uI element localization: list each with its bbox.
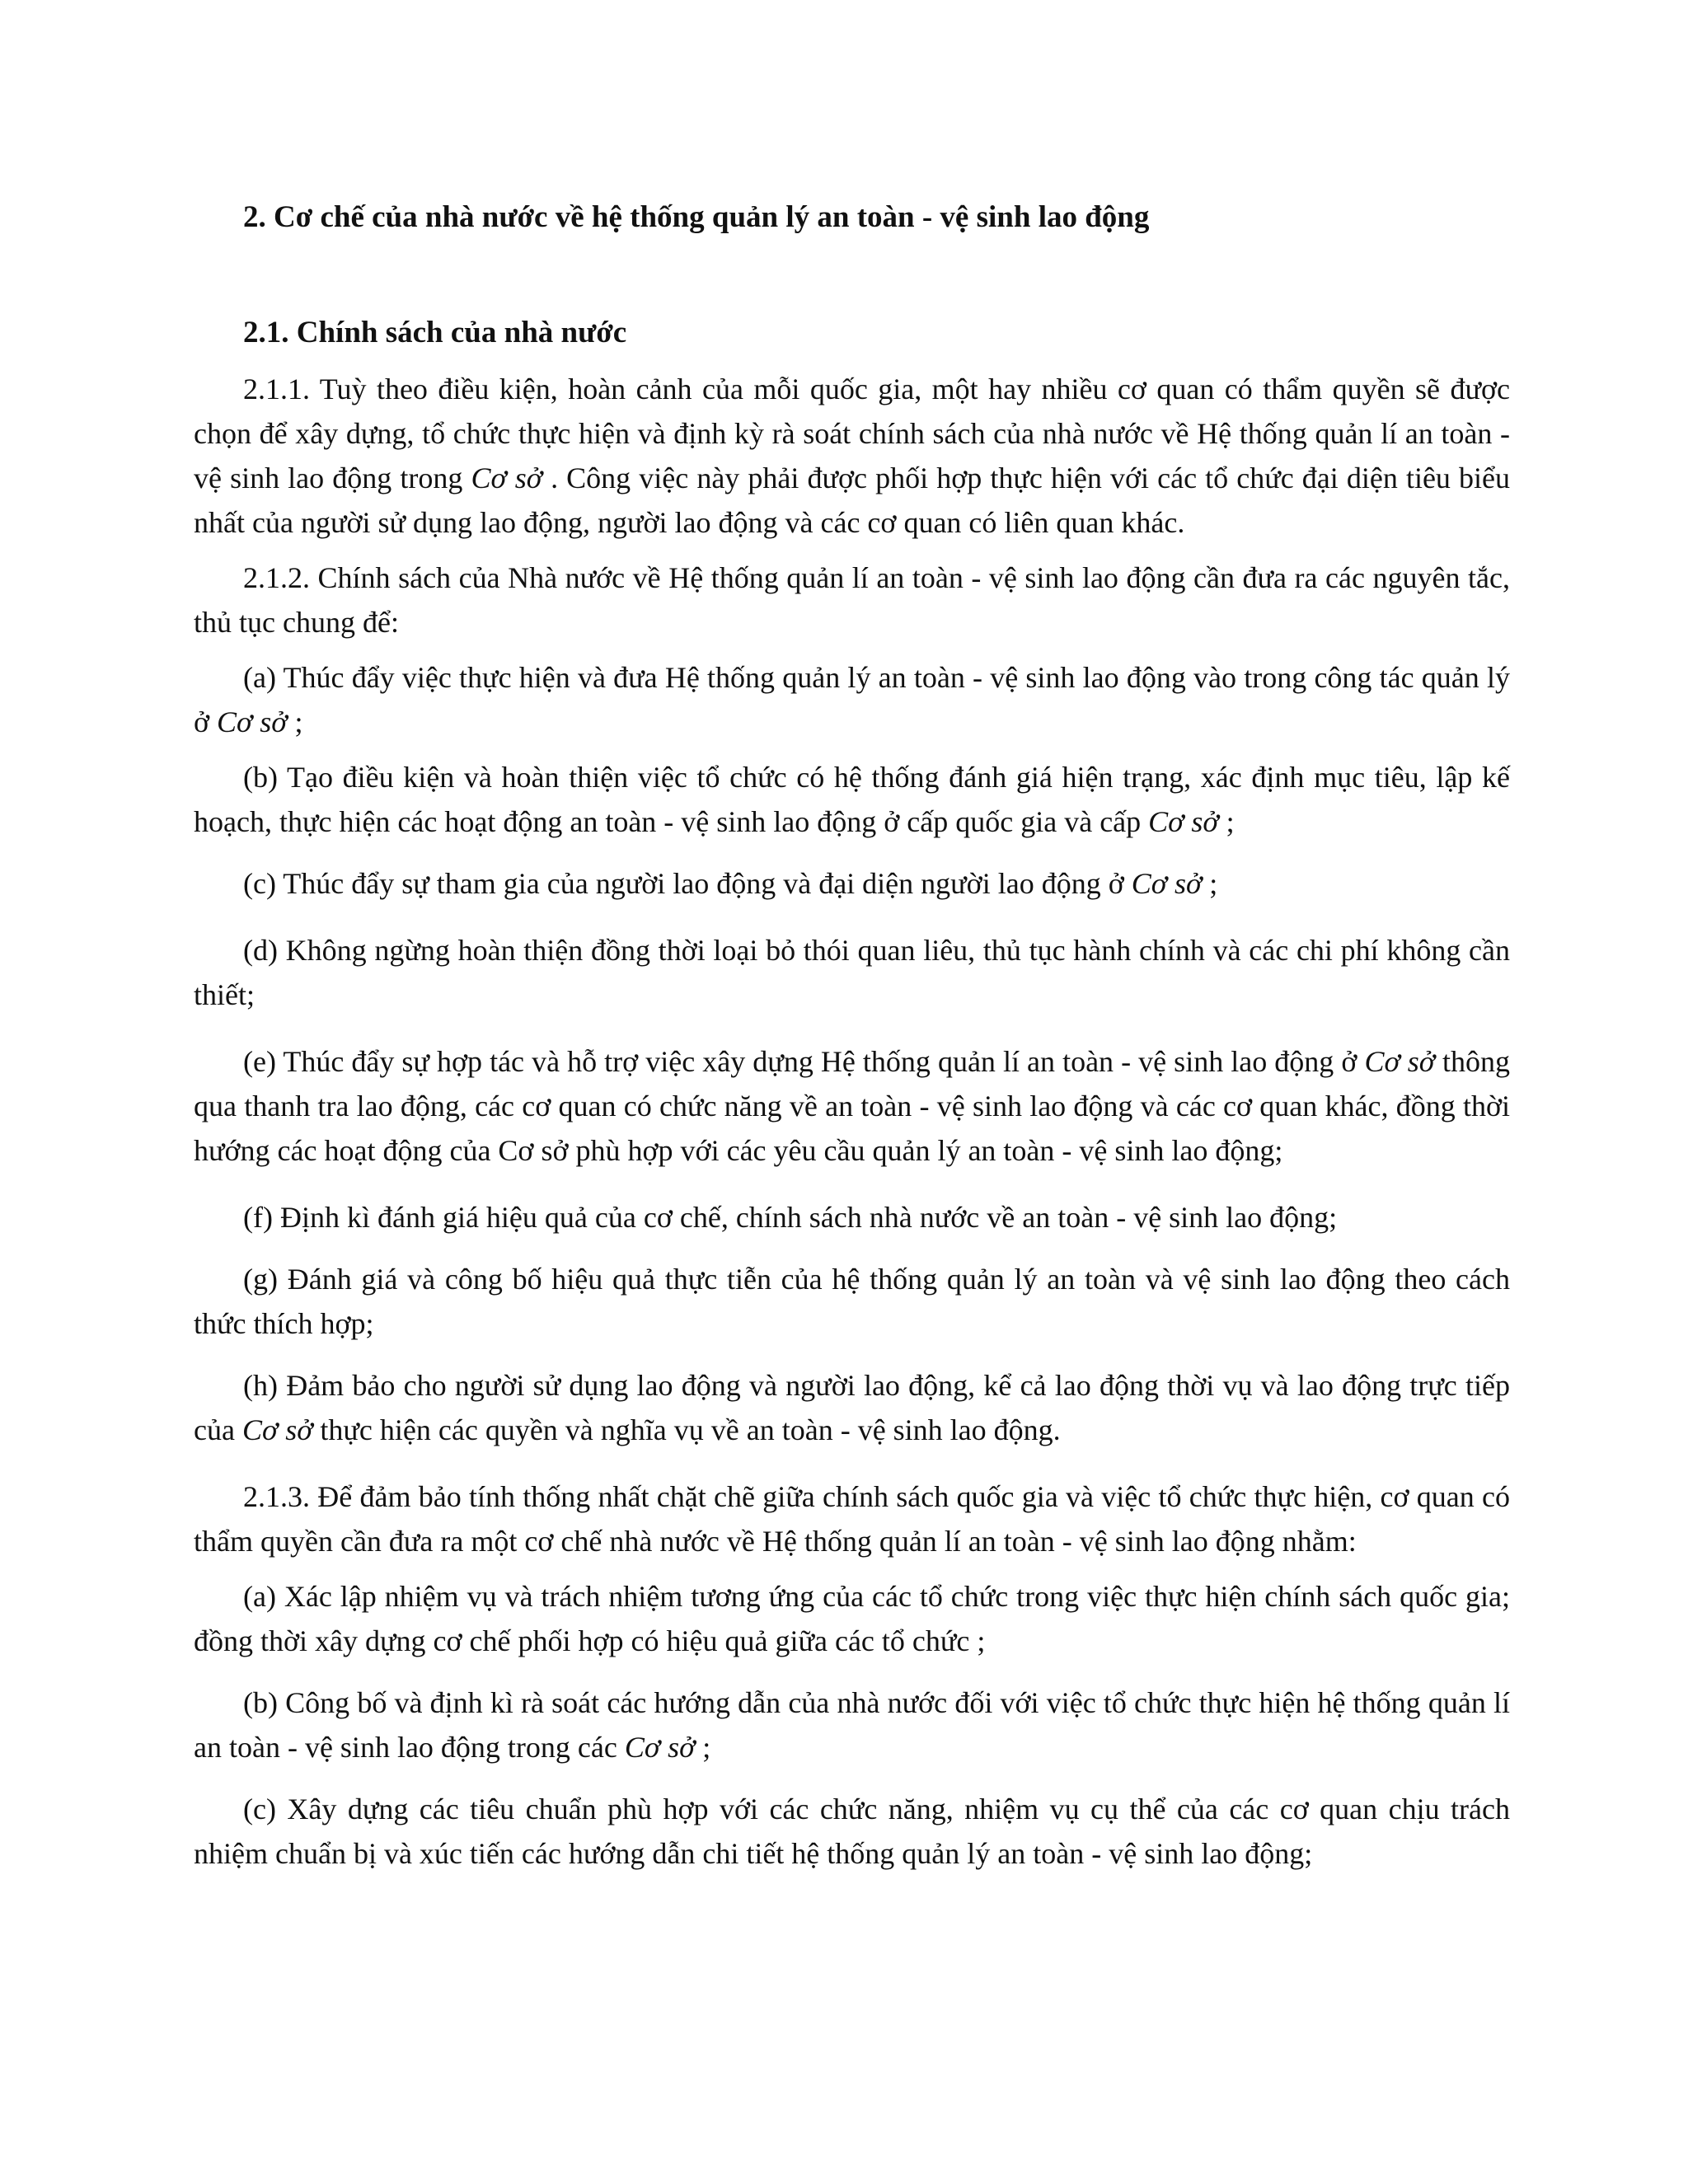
list-item-text: ; bbox=[1202, 867, 1218, 900]
term-co-so: Cơ sở bbox=[1364, 1045, 1435, 1078]
list-item-2-1-2-e bbox=[194, 1039, 1510, 1173]
term-co-so: Cơ sở bbox=[217, 705, 288, 738]
list-item-2-1-2-b bbox=[194, 755, 1510, 844]
list-item-2-1-3-b bbox=[194, 1680, 1510, 1769]
list-item-2-1-3-c: (c) Xây dựng các tiêu chuẩn phù hợp với các chức năng, nhiệm vụ cụ thể của các cơ quan chịu trách nhiệm chuẩn bị và xúc tiến các hướng dẫn chi tiết hệ thống quản lý an toàn - vệ sinh lao động; bbox=[194, 1793, 1510, 1870]
paragraph-text: . Công việc này phải được phối hợp thực hiện với các tổ chức đại diện tiêu biểu nhất của người sử dụng lao động, người lao động và các cơ quan có liên quan khác. bbox=[194, 462, 1510, 539]
paragraph-2-1-2: 2.1.2. Chính sách của Nhà nước về Hệ thống quản lí an toàn - vệ sinh lao động cần đưa ra các nguyên tắc, thủ tục chung để: bbox=[194, 561, 1510, 639]
list-item-text: thực hiện các quyền và nghĩa vụ về an toàn - vệ sinh lao động. bbox=[312, 1413, 1061, 1446]
list-item-2-1-2-h bbox=[194, 1363, 1510, 1452]
list-item-text: thông qua thanh tra lao động, các cơ quan có chức năng về an toàn - vệ sinh lao động và các cơ quan khác, đồng thời hướng các hoạt động của Cơ sở phù hợp với các yêu cầu quản lý an toàn - vệ sinh lao động; bbox=[194, 1045, 1511, 1167]
term-co-so: Cơ sở bbox=[624, 1731, 696, 1764]
list-item-text: ; bbox=[287, 705, 303, 738]
list-item-text: (c) Thúc đẩy sự tham gia của người lao động và đại diện người lao động ở bbox=[243, 867, 1132, 900]
list-item-2-1-2-f: (f) Định kì đánh giá hiệu quả của cơ chế, chính sách nhà nước về an toàn - vệ sinh lao động; bbox=[243, 1201, 1338, 1234]
list-item-text: (e) Thúc đẩy sự hợp tác và hỗ trợ việc xây dựng Hệ thống quản lí an toàn - vệ sinh lao động ở bbox=[243, 1045, 1365, 1078]
term-co-so: Cơ sở bbox=[241, 1413, 313, 1446]
list-item-text: (h) Đảm bảo cho người sử dụng lao động và người lao động, kể cả lao động thời vụ và lao động trực tiếp của bbox=[194, 1369, 1510, 1446]
list-item-text: (b) Tạo điều kiện và hoàn thiện việc tổ chức có hệ thống đánh giá hiện trạng, xác định mục tiêu, lập kế hoạch, thực hiện các hoạt động an toàn - vệ sinh lao động ở cấp quốc gia và cấp bbox=[194, 761, 1510, 838]
list-item-text: (a) Thúc đẩy việc thực hiện và đưa Hệ thống quản lý an toàn - vệ sinh lao động vào trong công tác quản lý ở bbox=[194, 661, 1510, 738]
term-co-so: Cơ sở bbox=[471, 462, 542, 494]
list-item-text: ; bbox=[1218, 805, 1235, 838]
list-item-2-1-2-d: (d) Không ngừng hoàn thiện đồng thời loại bỏ thói quan liêu, thủ tục hành chính và các chi phí không cần thiết; bbox=[194, 934, 1510, 1011]
list-item-text: ; bbox=[695, 1731, 711, 1764]
paragraph-2-1-3: 2.1.3. Để đảm bảo tính thống nhất chặt chẽ giữa chính sách quốc gia và việc tổ chức thực hiện, cơ quan có thẩm quyền cần đưa ra một cơ chế nhà nước về Hệ thống quản lí an toàn - vệ sinh lao động nhằm: bbox=[194, 1480, 1510, 1558]
term-co-so: Cơ sở bbox=[1148, 805, 1219, 838]
list-item-2-1-3-a: (a) Xác lập nhiệm vụ và trách nhiệm tương ứng của các tổ chức trong việc thực hiện chính sách quốc gia; đồng thời xây dựng cơ chế phối hợp có hiệu quả giữa các tổ chức ; bbox=[194, 1580, 1510, 1657]
document-body bbox=[194, 367, 1510, 1876]
list-item-2-1-2-g: (g) Đánh giá và công bố hiệu quả thực tiễn của hệ thống quản lý an toàn và vệ sinh lao động theo cách thức thích hợp; bbox=[194, 1263, 1510, 1340]
paragraph-text: 2.1.1. Tuỳ theo điều kiện, hoàn cảnh của mỗi quốc gia, một hay nhiều cơ quan có thẩm quyền sẽ được chọn để xây dựng, tổ chức thực hiện và định kỳ rà soát chính sách của nhà nước về Hệ thống quản lí an toàn - vệ sinh lao động trong bbox=[194, 373, 1510, 494]
list-item-2-1-2-c bbox=[194, 861, 1510, 906]
section-title: 2. Cơ chế của nhà nước về hệ thống quản lý an toàn - vệ sinh lao động bbox=[243, 200, 1150, 234]
subsection-title: 2.1. Chính sách của nhà nước bbox=[243, 316, 627, 349]
list-item-text: (b) Công bố và định kì rà soát các hướng dẫn của nhà nước đối với việc tổ chức thực hiện hệ thống quản lí an toàn - vệ sinh lao động trong các bbox=[194, 1686, 1510, 1764]
list-item-2-1-2-a bbox=[194, 655, 1510, 744]
paragraph-2-1-1 bbox=[194, 367, 1510, 545]
term-co-so: Cơ sở bbox=[1131, 867, 1203, 900]
